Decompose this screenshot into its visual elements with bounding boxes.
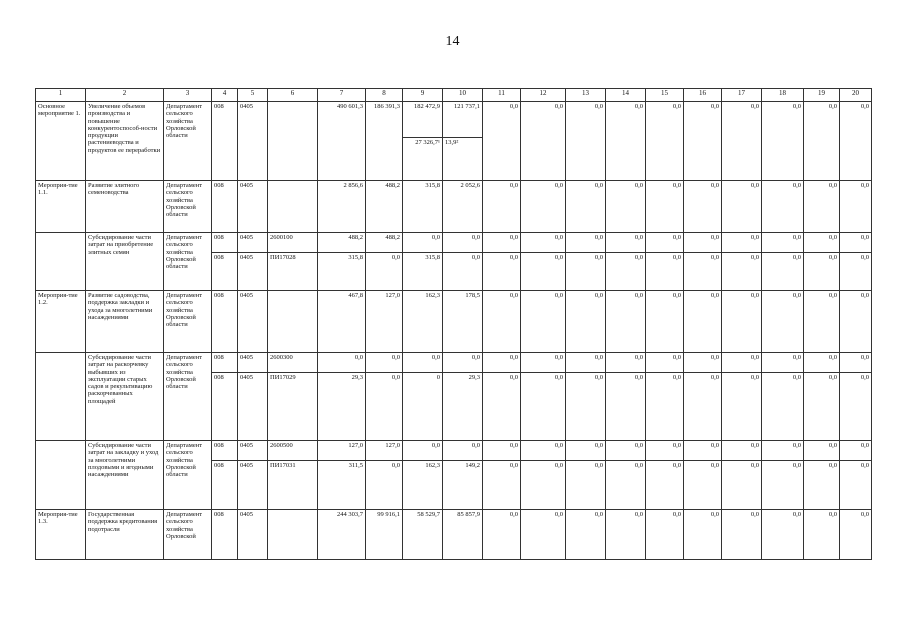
rzpr-cell: 0405 — [238, 353, 268, 373]
csr-cell: ПИ17028 — [268, 253, 318, 291]
cell-col-18: 0,0 — [762, 353, 804, 373]
grbs-cell: 008 — [212, 102, 238, 181]
executor-cell: Департамент сельского хозяйства Орловской области — [164, 102, 212, 181]
cell-col-13: 0,0 — [566, 253, 606, 291]
column-header-9: 9 — [403, 89, 443, 102]
event-name-cell: Государственная поддержка кредитования подотрасли — [86, 510, 164, 560]
column-header-2: 2 — [86, 89, 164, 102]
event-code-cell — [36, 441, 86, 510]
cell-col-12: 0,0 — [521, 353, 566, 373]
cell-col-18: 0,0 — [762, 510, 804, 560]
column-header-row — [36, 89, 872, 102]
column-header-15: 15 — [646, 89, 684, 102]
total-cell: 311,5 — [318, 461, 366, 510]
cell-col-15: 0,0 — [646, 441, 684, 461]
grbs-cell: 008 — [212, 510, 238, 560]
cell-col-19: 0,0 — [804, 461, 840, 510]
year3-cell: 0,0 — [443, 353, 483, 373]
column-header-19: 19 — [804, 89, 840, 102]
year1-cell: 0,0 — [366, 373, 403, 441]
year2-cell: 162,3 — [403, 461, 443, 510]
total-cell: 244 303,7 — [318, 510, 366, 560]
cell-col-17: 0,0 — [722, 373, 762, 441]
year3-cell: 178,5 — [443, 291, 483, 353]
total-cell: 29,3 — [318, 373, 366, 441]
cell-col-13: 0,0 — [566, 233, 606, 253]
cell-col-14: 0,0 — [606, 461, 646, 510]
executor-cell: Департамент сельского хозяйства Орловской области — [164, 353, 212, 441]
column-header-1: 1 — [36, 89, 86, 102]
cell-col-17: 0,0 — [722, 181, 762, 233]
cell-col-20: 0,0 — [840, 253, 872, 291]
year3-cell: 0,0 — [443, 233, 483, 253]
total-cell: 127,0 — [318, 441, 366, 461]
year1-cell: 186 391,3 — [366, 102, 403, 181]
column-header-14: 14 — [606, 89, 646, 102]
year1-cell: 0,0 — [366, 353, 403, 373]
cell-col-17: 0,0 — [722, 291, 762, 353]
grbs-cell: 008 — [212, 353, 238, 373]
table-row — [36, 510, 872, 560]
cell-col-15: 0,0 — [646, 181, 684, 233]
grbs-cell: 008 — [212, 233, 238, 253]
table-row — [36, 181, 872, 233]
csr-cell: 2600500 — [268, 441, 318, 461]
year2-cell: 0 — [403, 373, 443, 441]
csr-cell — [268, 102, 318, 181]
year3-cell: 149,2 — [443, 461, 483, 510]
cell-col-14: 0,0 — [606, 441, 646, 461]
grbs-cell: 008 — [212, 373, 238, 441]
cell-col-16: 0,0 — [684, 253, 722, 291]
executor-cell: Департамент сельского хозяйства Орловской — [164, 510, 212, 560]
cell-col-14: 0,0 — [606, 353, 646, 373]
total-cell: 2 856,6 — [318, 181, 366, 233]
cell-col-19: 0,0 — [804, 353, 840, 373]
grbs-cell: 008 — [212, 181, 238, 233]
cell-col-19: 0,0 — [804, 291, 840, 353]
csr-cell: ПИ17029 — [268, 373, 318, 441]
cell-col-16: 0,0 — [684, 291, 722, 353]
cell-col-19: 0,0 — [804, 102, 840, 181]
cell-col-17: 0,0 — [722, 253, 762, 291]
cell-col-15: 0,0 — [646, 291, 684, 353]
cell-col-12: 0,0 — [521, 233, 566, 253]
event-name-cell: Увеличение объемов производства и повышение конкурентоспособ-ности продукции растениеводства и продуктов ее переработки — [86, 102, 164, 181]
cell-col-14: 0,0 — [606, 233, 646, 253]
table-row — [36, 233, 872, 253]
grbs-cell: 008 — [212, 253, 238, 291]
cell-col-13: 0,0 — [566, 373, 606, 441]
event-name-cell: Субсидирование части затрат на приобретение элитных семян — [86, 233, 164, 291]
column-header-17: 17 — [722, 89, 762, 102]
year2-cell: 315,8 — [403, 181, 443, 233]
cell-col-19: 0,0 — [804, 181, 840, 233]
cell-col-13: 0,0 — [566, 181, 606, 233]
cell-col-18: 0,0 — [762, 102, 804, 181]
cell-col-17: 0,0 — [722, 510, 762, 560]
cell-col-20: 0,0 — [840, 510, 872, 560]
cell-col-12: 0,0 — [521, 441, 566, 461]
rzpr-cell: 0405 — [238, 373, 268, 441]
year1-cell: 0,0 — [366, 461, 403, 510]
cell-col-18: 0,0 — [762, 441, 804, 461]
year2-cell: 162,3 — [403, 291, 443, 353]
column-header-8: 8 — [366, 89, 403, 102]
event-code-cell — [36, 353, 86, 441]
total-cell: 490 601,3 — [318, 102, 366, 181]
cell-col-15: 0,0 — [646, 510, 684, 560]
cell-col-12: 0,0 — [521, 510, 566, 560]
cell-col-14: 0,0 — [606, 373, 646, 441]
cell-col-11: 0,0 — [483, 353, 521, 373]
rzpr-cell: 0405 — [238, 233, 268, 253]
cell-col-14: 0,0 — [606, 181, 646, 233]
cell-col-17: 0,0 — [722, 353, 762, 373]
cell-col-11: 0,0 — [483, 233, 521, 253]
csr-cell — [268, 181, 318, 233]
cell-col-20: 0,0 — [840, 461, 872, 510]
cell-col-14: 0,0 — [606, 291, 646, 353]
year2-cell: 315,8 — [403, 253, 443, 291]
cell-col-20: 0,0 — [840, 291, 872, 353]
event-code-cell: Мероприя-тие 1.1. — [36, 181, 86, 233]
year3-extra-cell: 13,9² — [443, 138, 483, 181]
cell-col-15: 0,0 — [646, 233, 684, 253]
cell-col-18: 0,0 — [762, 181, 804, 233]
column-header-11: 11 — [483, 89, 521, 102]
cell-col-20: 0,0 — [840, 181, 872, 233]
year2-cell: 0,0 — [403, 441, 443, 461]
rzpr-cell: 0405 — [238, 253, 268, 291]
cell-col-13: 0,0 — [566, 291, 606, 353]
cell-col-17: 0,0 — [722, 233, 762, 253]
year1-cell: 0,0 — [366, 253, 403, 291]
year3-cell: 0,0 — [443, 253, 483, 291]
executor-cell: Департамент сельского хозяйства Орловской области — [164, 233, 212, 291]
cell-col-17: 0,0 — [722, 461, 762, 510]
total-cell: 0,0 — [318, 353, 366, 373]
cell-col-16: 0,0 — [684, 461, 722, 510]
cell-col-12: 0,0 — [521, 291, 566, 353]
cell-col-16: 0,0 — [684, 373, 722, 441]
year1-cell: 127,0 — [366, 441, 403, 461]
table-row — [36, 291, 872, 353]
cell-col-15: 0,0 — [646, 373, 684, 441]
rzpr-cell: 0405 — [238, 510, 268, 560]
event-code-cell: Мероприя-тие 1.3. — [36, 510, 86, 560]
cell-col-19: 0,0 — [804, 253, 840, 291]
event-code-cell — [36, 233, 86, 291]
cell-col-13: 0,0 — [566, 353, 606, 373]
year2-cell: 0,0 — [403, 233, 443, 253]
grbs-cell: 008 — [212, 461, 238, 510]
cell-col-19: 0,0 — [804, 373, 840, 441]
cell-col-15: 0,0 — [646, 102, 684, 181]
cell-col-11: 0,0 — [483, 181, 521, 233]
cell-col-12: 0,0 — [521, 373, 566, 441]
cell-col-20: 0,0 — [840, 233, 872, 253]
column-header-20: 20 — [840, 89, 872, 102]
rzpr-cell: 0405 — [238, 102, 268, 181]
cell-col-19: 0,0 — [804, 233, 840, 253]
table-row — [36, 102, 872, 138]
rzpr-cell: 0405 — [238, 181, 268, 233]
cell-col-13: 0,0 — [566, 461, 606, 510]
csr-cell — [268, 510, 318, 560]
cell-col-11: 0,0 — [483, 102, 521, 181]
csr-cell: 2600300 — [268, 353, 318, 373]
total-cell: 315,8 — [318, 253, 366, 291]
cell-col-20: 0,0 — [840, 441, 872, 461]
cell-col-19: 0,0 — [804, 441, 840, 461]
year1-cell: 127,0 — [366, 291, 403, 353]
rzpr-cell: 0405 — [238, 291, 268, 353]
budget-table — [35, 88, 872, 560]
cell-col-16: 0,0 — [684, 233, 722, 253]
cell-col-14: 0,0 — [606, 510, 646, 560]
cell-col-15: 0,0 — [646, 253, 684, 291]
year2-cell: 182 472,9 — [403, 102, 443, 138]
cell-col-16: 0,0 — [684, 441, 722, 461]
grbs-cell: 008 — [212, 441, 238, 461]
cell-col-12: 0,0 — [521, 181, 566, 233]
event-code-cell: Мероприя-тие 1.2. — [36, 291, 86, 353]
column-header-12: 12 — [521, 89, 566, 102]
rzpr-cell: 0405 — [238, 461, 268, 510]
cell-col-14: 0,0 — [606, 253, 646, 291]
cell-col-15: 0,0 — [646, 461, 684, 510]
column-header-3: 3 — [164, 89, 212, 102]
event-code-cell: Основное мероприятие 1. — [36, 102, 86, 181]
event-name-cell: Субсидирование части затрат на раскорчевку выбывших из эксплуатации старых садов и рекультивацию раскорчеванных площадей — [86, 353, 164, 441]
grbs-cell: 008 — [212, 291, 238, 353]
event-name-cell: Субсидирование части затрат на закладку и уход за многолетними плодовыми и ягодными насаждениями — [86, 441, 164, 510]
cell-col-16: 0,0 — [684, 353, 722, 373]
csr-cell: 2600100 — [268, 233, 318, 253]
cell-col-20: 0,0 — [840, 373, 872, 441]
csr-cell: ПИ17031 — [268, 461, 318, 510]
cell-col-16: 0,0 — [684, 102, 722, 181]
csr-cell — [268, 291, 318, 353]
year2-cell: 58 529,7 — [403, 510, 443, 560]
cell-col-13: 0,0 — [566, 102, 606, 181]
year3-cell: 85 857,9 — [443, 510, 483, 560]
column-header-6: 6 — [268, 89, 318, 102]
column-header-7: 7 — [318, 89, 366, 102]
column-header-13: 13 — [566, 89, 606, 102]
year1-cell: 488,2 — [366, 181, 403, 233]
cell-col-19: 0,0 — [804, 510, 840, 560]
cell-col-12: 0,0 — [521, 102, 566, 181]
table-row — [36, 353, 872, 373]
cell-col-11: 0,0 — [483, 510, 521, 560]
total-cell: 467,8 — [318, 291, 366, 353]
cell-col-11: 0,0 — [483, 461, 521, 510]
year2-extra-cell: 27 326,7¹ — [403, 138, 443, 181]
year3-cell: 0,0 — [443, 441, 483, 461]
cell-col-12: 0,0 — [521, 253, 566, 291]
cell-col-17: 0,0 — [722, 441, 762, 461]
year3-cell: 2 052,6 — [443, 181, 483, 233]
cell-col-15: 0,0 — [646, 353, 684, 373]
cell-col-20: 0,0 — [840, 102, 872, 181]
year1-cell: 488,2 — [366, 233, 403, 253]
event-name-cell: Развитие садоводства, поддержка закладки и ухода за многолетними насаждениями — [86, 291, 164, 353]
year2-cell: 0,0 — [403, 353, 443, 373]
cell-col-13: 0,0 — [566, 441, 606, 461]
year1-cell: 99 916,1 — [366, 510, 403, 560]
cell-col-14: 0,0 — [606, 102, 646, 181]
column-header-18: 18 — [762, 89, 804, 102]
cell-col-18: 0,0 — [762, 373, 804, 441]
table-row — [36, 441, 872, 461]
cell-col-12: 0,0 — [521, 461, 566, 510]
cell-col-18: 0,0 — [762, 233, 804, 253]
cell-col-18: 0,0 — [762, 461, 804, 510]
year3-cell: 121 737,1 — [443, 102, 483, 138]
cell-col-11: 0,0 — [483, 373, 521, 441]
cell-col-16: 0,0 — [684, 181, 722, 233]
rzpr-cell: 0405 — [238, 441, 268, 461]
page-number: 14 — [445, 34, 460, 49]
column-header-16: 16 — [684, 89, 722, 102]
executor-cell: Департамент сельского хозяйства Орловской области — [164, 181, 212, 233]
column-header-4: 4 — [212, 89, 238, 102]
total-cell: 488,2 — [318, 233, 366, 253]
cell-col-17: 0,0 — [722, 102, 762, 181]
year3-cell: 29,3 — [443, 373, 483, 441]
cell-col-11: 0,0 — [483, 441, 521, 461]
cell-col-20: 0,0 — [840, 353, 872, 373]
cell-col-16: 0,0 — [684, 510, 722, 560]
cell-col-13: 0,0 — [566, 510, 606, 560]
executor-cell: Департамент сельского хозяйства Орловской области — [164, 441, 212, 510]
executor-cell: Департамент сельского хозяйства Орловской области — [164, 291, 212, 353]
cell-col-11: 0,0 — [483, 291, 521, 353]
cell-col-18: 0,0 — [762, 291, 804, 353]
event-name-cell: Развитие элитного семеноводства — [86, 181, 164, 233]
cell-col-18: 0,0 — [762, 253, 804, 291]
column-header-5: 5 — [238, 89, 268, 102]
column-header-10: 10 — [443, 89, 483, 102]
cell-col-11: 0,0 — [483, 253, 521, 291]
